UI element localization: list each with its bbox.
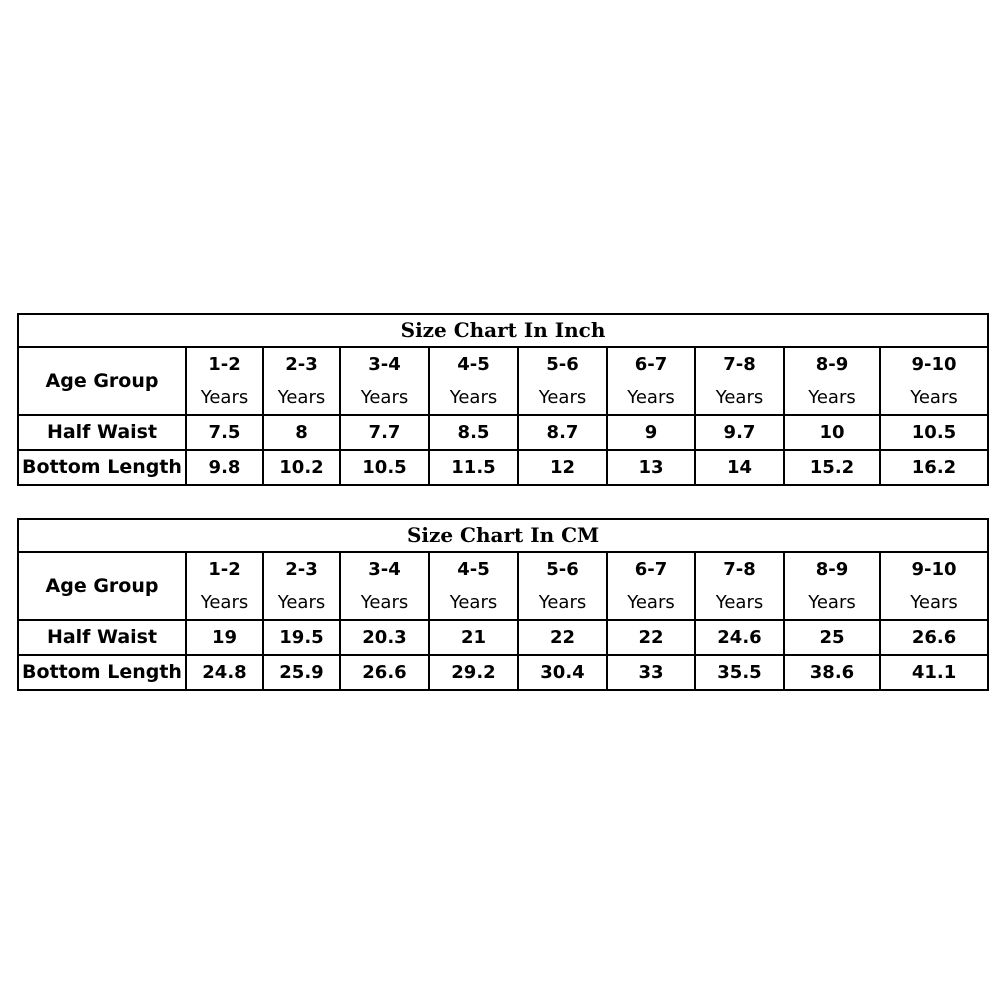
age-column-header: 7-8 Years <box>695 552 784 620</box>
table-cell: 38.6 <box>784 655 880 690</box>
age-column-header: 7-8 Years <box>695 347 784 415</box>
table-cell: 22 <box>518 620 607 655</box>
table-cell: 10.2 <box>263 450 340 485</box>
chart-title: Size Chart In Inch <box>18 314 988 347</box>
size-chart-cm <box>17 518 989 691</box>
table-cell: 21 <box>429 620 518 655</box>
age-column-header: 5-6 Years <box>518 347 607 415</box>
row-label: Half Waist <box>18 415 186 450</box>
table-cell: 24.8 <box>186 655 263 690</box>
age-column-header: 1-2 Years <box>186 552 263 620</box>
table-cell: 19.5 <box>263 620 340 655</box>
chart-title: Size Chart In CM <box>18 519 988 552</box>
age-column-header: 6-7 Years <box>607 347 695 415</box>
table-cell: 7.7 <box>340 415 429 450</box>
age-column-header: 8-9 Years <box>784 347 880 415</box>
age-column-header: 4-5 Years <box>429 552 518 620</box>
age-group-label: Age Group <box>18 552 186 620</box>
age-column-header: 1-2 Years <box>186 347 263 415</box>
table-cell: 10 <box>784 415 880 450</box>
size-chart-inch <box>17 313 989 486</box>
age-column-header: 2-3 Years <box>263 552 340 620</box>
table-cell: 25 <box>784 620 880 655</box>
table-cell: 19 <box>186 620 263 655</box>
table-cell: 30.4 <box>518 655 607 690</box>
table-cell: 11.5 <box>429 450 518 485</box>
table-cell: 33 <box>607 655 695 690</box>
row-label: Bottom Length <box>18 655 186 690</box>
age-column-header: 3-4 Years <box>340 552 429 620</box>
age-column-header: 3-4 Years <box>340 347 429 415</box>
age-column-header: 8-9 Years <box>784 552 880 620</box>
table-cell: 14 <box>695 450 784 485</box>
age-group-label: Age Group <box>18 347 186 415</box>
table-cell: 15.2 <box>784 450 880 485</box>
table-cell: 24.6 <box>695 620 784 655</box>
age-column-header: 2-3 Years <box>263 347 340 415</box>
table-cell: 9.7 <box>695 415 784 450</box>
table-cell: 12 <box>518 450 607 485</box>
table-cell: 25.9 <box>263 655 340 690</box>
table-cell: 22 <box>607 620 695 655</box>
row-label: Bottom Length <box>18 450 186 485</box>
age-column-header: 4-5 Years <box>429 347 518 415</box>
table-cell: 8.7 <box>518 415 607 450</box>
table-cell: 29.2 <box>429 655 518 690</box>
age-column-header: 6-7 Years <box>607 552 695 620</box>
table-row <box>18 620 988 655</box>
table-cell: 10.5 <box>880 415 988 450</box>
table-cell: 26.6 <box>340 655 429 690</box>
row-label: Half Waist <box>18 620 186 655</box>
table-cell: 9.8 <box>186 450 263 485</box>
table-cell: 10.5 <box>340 450 429 485</box>
table-cell: 13 <box>607 450 695 485</box>
table-row <box>18 450 988 485</box>
age-column-header: 9-10 Years <box>880 347 988 415</box>
age-column-header: 9-10 Years <box>880 552 988 620</box>
table-cell: 35.5 <box>695 655 784 690</box>
table-cell: 8 <box>263 415 340 450</box>
table-cell: 9 <box>607 415 695 450</box>
table-cell: 8.5 <box>429 415 518 450</box>
table-row <box>18 655 988 690</box>
age-column-header: 5-6 Years <box>518 552 607 620</box>
table-cell: 26.6 <box>880 620 988 655</box>
table-row <box>18 415 988 450</box>
table-cell: 16.2 <box>880 450 988 485</box>
table-cell: 7.5 <box>186 415 263 450</box>
table-cell: 20.3 <box>340 620 429 655</box>
table-cell: 41.1 <box>880 655 988 690</box>
